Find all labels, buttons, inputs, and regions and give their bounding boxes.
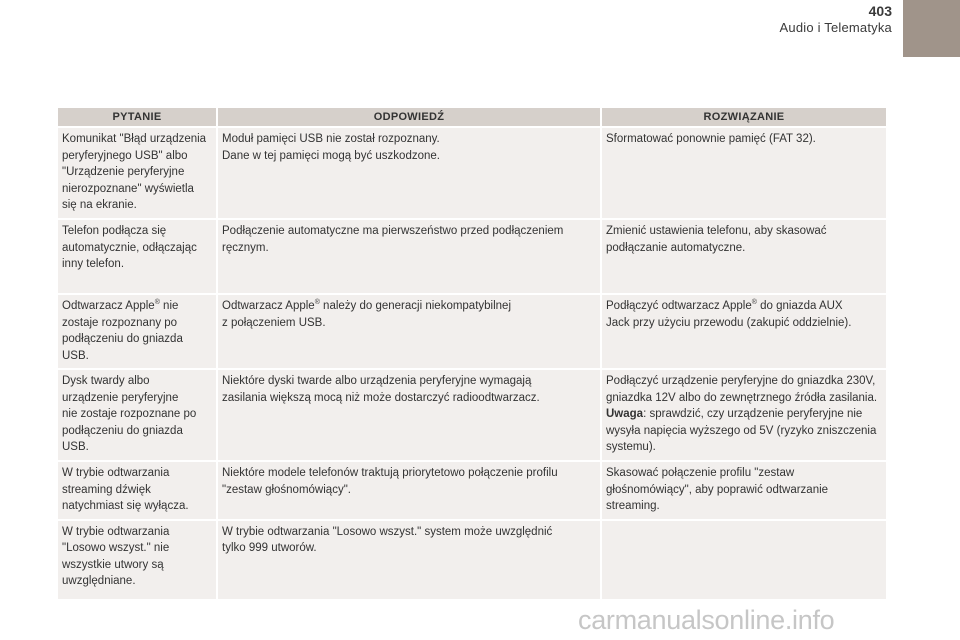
text-line [606, 298, 882, 315]
faq-table [56, 106, 888, 601]
text-line: "Urządzenie peryferyjne [62, 166, 185, 178]
registered-mark: ® [751, 299, 757, 307]
text-fragment: nie [159, 300, 179, 312]
text-line: USB. [62, 349, 89, 362]
text-line: Moduł pamięci USB nie został rozpoznany. [222, 133, 440, 145]
question-cell [58, 128, 216, 218]
table-row [58, 462, 886, 519]
text-line: urządzenie peryferyjne [62, 391, 179, 404]
table-row [58, 220, 886, 293]
text-line [62, 298, 212, 315]
text-line: Niektóre modele telefonów traktują priorytetowo połączenie profilu [222, 467, 558, 479]
text-line: nierozpoznane" wyświetla [62, 182, 194, 195]
answer-cell [218, 220, 600, 293]
text-line: gniazdka 12V albo do zewnętrznego źródła zasilania. [606, 391, 878, 404]
table-row [58, 370, 886, 460]
registered-mark: ® [154, 299, 160, 307]
question-cell [58, 295, 216, 368]
text-line: nie zostaje rozpoznane po [62, 408, 197, 420]
text-line: uwzględniane. [62, 575, 136, 587]
section-title: Audio i Telematyka [779, 20, 892, 35]
solution-cell [602, 370, 886, 460]
text-line: Podłączyć urządzenie peryferyjne do gniazdka 230V, [606, 375, 876, 387]
text-fragment: należy do generacji niekompatybilnej [319, 300, 512, 312]
text-line: Telefon podłącza się [62, 225, 167, 237]
text-fragment: Odtwarzacz Apple [62, 300, 155, 312]
question-cell [58, 220, 216, 293]
text-line: podłączeniu do gniazda [62, 333, 183, 345]
text-line: głośnomówiący", aby poprawić odtwarzanie [606, 483, 829, 496]
text-fragment: Podłączyć odtwarzacz Apple [606, 300, 752, 312]
solution-cell [602, 521, 886, 599]
solution-cell [602, 128, 886, 218]
question-cell [58, 370, 216, 460]
watermark: carmanualsonline.info [578, 605, 835, 635]
question-cell [58, 521, 216, 599]
text-line: Dane w tej pamięci mogą być uszkodzone. [222, 149, 440, 162]
text-line: tylko 999 utworów. [222, 542, 317, 554]
text-fragment: : sprawdzić, czy urządzenie peryferyjne nie [643, 408, 863, 420]
table-row [58, 128, 886, 218]
text-line: podłączeniu do gniazda [62, 424, 183, 437]
text-line: "zestaw głośnomówiący". [222, 483, 351, 496]
text-line: systemu). [606, 441, 656, 453]
text-line: wszystkie utwory są [62, 558, 164, 571]
page-number: 403 [868, 3, 892, 19]
text-line: zostaje rozpoznany po [62, 316, 178, 329]
question-cell [58, 462, 216, 519]
table-row [58, 521, 886, 599]
text-line: "Losowo wszyst." nie [62, 542, 170, 554]
answer-cell [218, 295, 600, 368]
text-line: Komunikat "Błąd urządzenia [62, 133, 207, 145]
text-line: Zmienić ustawienia telefonu, aby skasować [606, 225, 827, 237]
column-header-solution: ROZWIĄZANIE [602, 108, 886, 126]
text-line: z połączeniem USB. [222, 316, 326, 329]
column-header-question: PYTANIE [58, 108, 216, 126]
text-line: inny telefon. [62, 258, 125, 270]
solution-cell [602, 295, 886, 368]
answer-cell [218, 370, 600, 460]
text-line: ręcznym. [222, 241, 269, 254]
section-corner-tab [903, 0, 960, 57]
text-line: W trybie odtwarzania [62, 525, 170, 538]
registered-mark: ® [314, 299, 320, 307]
text-line: zasilania większą mocą niż może dostarczyć radioodtwarzacz. [222, 391, 540, 404]
answer-cell [218, 462, 600, 519]
text-line: Dysk twardy albo [62, 375, 150, 387]
text-line: Sformatować ponownie pamięć (FAT 32). [606, 133, 816, 145]
text-fragment: do gniazda AUX [756, 300, 843, 312]
warning-line [606, 406, 882, 423]
text-line: Skasować połączenie profilu "zestaw [606, 467, 795, 479]
text-line: natychmiast się wyłącza. [62, 500, 189, 512]
text-line: Jack przy użyciu przewodu (zakupić oddzielnie). [606, 316, 852, 329]
text-line: USB. [62, 441, 89, 453]
answer-cell [218, 521, 600, 599]
text-line: Niektóre dyski twarde albo urządzenia peryferyjne wymagają [222, 375, 532, 387]
text-line: W trybie odtwarzania [62, 467, 170, 479]
text-line: Podłączenie automatyczne ma pierwszeństwo przed podłączeniem [222, 225, 564, 237]
text-line: streaming dźwięk [62, 483, 151, 496]
text-line [222, 298, 596, 315]
text-fragment: Odtwarzacz Apple [222, 300, 315, 312]
text-line: podłączanie automatyczne. [606, 241, 746, 254]
warning-label: Uwaga [606, 408, 644, 420]
text-line: się na ekranie. [62, 199, 137, 211]
column-header-answer: ODPOWIEDŹ [218, 108, 600, 126]
text-line: W trybie odtwarzania "Losowo wszyst." system może uwzględnić [222, 525, 553, 538]
table-row [58, 295, 886, 368]
answer-cell [218, 128, 600, 218]
text-line: streaming. [606, 500, 660, 512]
solution-cell [602, 462, 886, 519]
table-header-row [58, 108, 886, 126]
text-line: automatycznie, odłączając [62, 241, 197, 254]
text-line: peryferyjnego USB" albo [62, 149, 188, 162]
solution-cell [602, 220, 886, 293]
text-line: wysyła napięcia wyższego od 5V (ryzyko zniszczenia [606, 424, 877, 437]
